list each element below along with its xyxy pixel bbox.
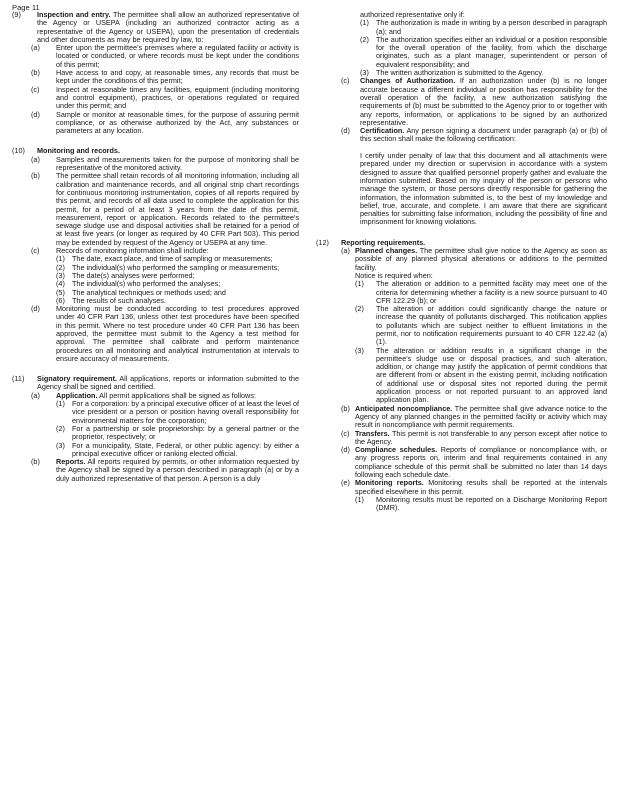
item-text: The date(s) analyses were performed; [72,270,195,280]
subsection [316,446,607,479]
item-text: Samples and measurements taken for the purpose of monitoring shall be representative of the monitored activity. [56,154,299,173]
item-text: Any person signing a document under paragraph (a) or (b) of this section shall make the following certification: [360,126,607,144]
item-label: (d) [31,304,40,314]
item-text: authorized representative only if: [360,10,465,19]
item-text: The analytical techniques or methods used; and [72,287,226,297]
item-label: (1) [56,399,65,409]
subsection [12,305,299,363]
section-heading: Inspection and entry. [37,10,111,19]
item-text: All permit applications shall be signed as follows: [99,390,256,400]
section-text: The permittee shall allow an authorized representative of the Agency or USEPA (including an authorized contractor acting as a representative of the Agency or USEPA), upon the presentation of credentials and other documents as may be required by law, to: [37,10,300,44]
item-label: (a) [31,390,40,400]
item-text: The written authorization is submitted to the Agency. [376,68,544,78]
item-label: (b) [31,68,40,78]
item-text: Reports of compliance or noncompliance with, or any progress reports on, interim and final requirements contained in any compliance schedule of this permit shall be submitted no later than 14 days following each schedule date. [355,445,607,480]
list-item [316,19,607,36]
list-item [12,111,299,136]
list-item [12,442,299,459]
item-text: The permittee shall give advance notice to the Agency of any planned changes in the permitted facility or activity which may result in noncompliance with permit requirements. [355,403,607,430]
item-text: The alteration or addition results in a significant change in the permittee's sludge use or disposal practices, and such alteration, addition, or change may justify the application of permit conditions that are different from or absent in the existing permit, including notification of additional use or disposal sites not reported during the permit application process or not reported pursuant to an approved land application plan. [376,345,607,405]
list-item [12,44,299,69]
subsection [316,479,607,496]
item-label: (d) [341,445,350,455]
item-text: All reports required by permits, or other information requested by the Agency shall be signed by a person described in paragraph (a) or by a duly authorized representative of that person. A person is a duly [56,457,299,483]
item-label: (d) [341,126,350,136]
item-text: Have access to and copy, at reasonable times, any records that must be kept under the conditions of this permit; [56,68,299,86]
section-number: (10) [12,146,25,156]
item-label: (a) [341,246,350,256]
item-text: Notice is required when: [355,270,433,280]
item-text: Records of monitoring information shall include: [56,246,209,256]
item-label: (c) [31,84,40,94]
item-text: Enter upon the permittee's premises where a regulated facility or activity is located or conducted, or where records must be kept under the conditions of this permit; [56,43,299,69]
list-item [12,86,299,111]
item-label: (2) [56,423,65,433]
item-text: The alteration or addition could significantly change the nature or increase the quantity of pollutants discharged. This notification applies to pollutants which are subject neither to effluent limitations in the permit, nor to notification requirements pursuant to 40 CFR 122.42 (a)(1). [376,304,607,347]
section-number: (9) [12,10,21,19]
item-text: This permit is not transferable to any person except after notice to the Agency. [355,428,607,446]
item-label: (2) [355,304,364,314]
item-label: (3) [360,68,369,78]
item-label: (c) [341,428,350,438]
subsection [12,458,299,483]
section-heading: Reporting requirements. [341,237,426,247]
subsection [316,405,607,430]
list-item [12,425,299,442]
subsection [316,247,607,272]
item-text: Monitoring results shall be reported at the intervals specified elsewhere in this permit. [355,478,608,496]
item-label: (b) [341,403,350,413]
item-label: (a) [31,154,40,164]
item-text: Sample or monitor at reasonable times, for the purpose of assuring permit compliance, or as otherwise authorized by the Act, any substances or parameters at any location. [56,109,299,136]
item-label: (1) [355,494,364,504]
item-text: Inspect at reasonable times any facilities, equipment (including monitoring and control equipment), practices, or operations regulated or required under this permit; and [56,84,299,111]
item-text: The permittee shall retain records of all monitoring information, including all calibration and maintenance records, and all original strip chart recordings for continuous monitoring instrumentation, copies of all reports required by this permit, and records of all data used to complete the application for this permit, for a period of at least 3 years from the date of this permit, measurement, report or application. Records related to the permittee's sewage sludge use and disposal activities shall be retained for a period of at least five years (or longer as required by 40 CFR Part 503). This period may be extended by request of the Agency or USEPA at any time. [56,171,299,247]
list-item [12,400,299,425]
subsection-heading: Reports. [56,457,86,467]
item-label: (1) [355,279,364,289]
item-text: If an authorization under (b) is no longer accurate because a different individual or position has responsibility for the overall operation of the facility, a new authorization satisfying the requirements of (b) must be submitted to the Agency prior to or together with any reports, information, or applications to be signed by an authorized representative. [360,76,608,127]
item-label: (3) [56,440,65,450]
item-label: (a) [31,43,40,53]
item-text: For a partnership or sole proprietorship: by a general partner or the proprietor, respectively; or [72,423,299,442]
item-label: (3) [56,270,65,280]
list-item [12,69,299,86]
item-label: (d) [31,109,40,119]
list-item [316,347,607,405]
subsection [316,430,607,447]
subsection [316,77,607,127]
item-text: The permittee shall give notice to the Agency as soon as possible of any planned physical alterations or additions to the permitted facility. [355,246,607,272]
left-column [12,11,299,483]
item-label: (b) [31,171,40,181]
certification-statement [316,152,607,227]
section-heading: Monitoring and records. [37,146,120,156]
list-item [316,280,607,305]
list-item [316,36,607,69]
subsection-heading: Compliance schedules. [355,445,438,455]
item-label: (2) [56,262,65,272]
item-label: (2) [360,34,369,44]
subsection-heading: Changes of Authorization. [360,76,456,86]
section-heading: Signatory requirement. [37,374,118,384]
item-label: (6) [56,295,65,305]
item-label: (e) [341,478,350,488]
item-text: The results of such analyses. [72,295,166,305]
item-text: The authorization specifies either an individual or a position responsible for the overall operation of the facility, from which the discharge originates, such as a plant manager, superintendent or person of equivalent responsibility; and [376,34,607,69]
subsection [12,156,299,173]
item-text: Monitoring results must be reported on a Discharge Monitoring Report (DMR). [376,494,607,513]
subsection-heading: Monitoring reports. [355,478,424,488]
subsection [12,172,299,247]
item-label: (b) [31,457,40,467]
section-9 [12,11,299,44]
subsection-heading: Application. [56,390,98,400]
subsection [316,127,607,144]
item-text: The alteration or addition to a permitted facility may meet one of the criteria for determining whether a facility is a new source pursuant to 40 CFR 122.29 (b); or [376,279,607,305]
subsection-heading: Anticipated noncompliance. [355,403,453,413]
section-11 [12,375,299,392]
item-label: (1) [56,254,65,264]
item-text: The individual(s) who performed the sampling or measurements; [72,262,280,272]
right-column [316,11,607,513]
subsection-heading: Planned changes. [355,246,418,256]
item-label: (3) [355,345,364,355]
item-text: The authorization is made in writing by a person described in paragraph (a); and [376,18,607,36]
item-label: (1) [360,18,369,28]
item-text: For a corporation: by a principal executive officer of at least the level of vice president or a person or position having overall responsibility for environmental matters for the corporation; [72,399,299,425]
section-number: (12) [316,237,329,247]
item-label: (c) [341,76,350,86]
list-item [316,305,607,346]
list-item [316,496,607,513]
section-text: All applications, reports or information submitted to the Agency shall be signed and certified. [37,374,299,392]
item-text: The individual(s) who performed the analyses; [72,279,221,289]
item-label: (c) [31,246,40,256]
subsection-heading: Certification. [360,126,405,136]
certification-text: I certify under penalty of law that this document and all attachments were prepared under my direction or supervision in accordance with a system designed to assure that qualified personnel properly gather and evaluate the information submitted. Based on my inquiry of the person or persons who manage the system, or those persons directly responsible for gathering the information, the information submitted is, to the best of my knowledge and belief, true, accurate, and complete. I am aware that there are significant penalties for submitting false information, including the possibility of fine and imprisonment for knowing violations. [360,151,607,227]
item-label: (4) [56,279,65,289]
page-number: Page 11 [12,3,40,12]
section-number: (11) [12,374,25,384]
item-text: The date, exact place, and time of sampling or measurements; [72,254,273,264]
subsection-heading: Transfers. [355,428,390,438]
item-text: Monitoring must be conducted according to test procedures approved under 40 CFR Part 136, unless other test procedures have been specified in this permit. Where no test procedure under 40 CFR Part 136 has been approved, the permittee must submit to the Agency a test method for approval. The permittee shall calibrate and perform maintenance procedures on all monitoring and analytical instrumentation at intervals to ensure accuracy of measurements. [56,304,299,363]
item-text: For a municipality, State, Federal, or other public agency: by either a principal executive officer or ranking elected official. [72,440,299,458]
item-label: (5) [56,287,65,297]
